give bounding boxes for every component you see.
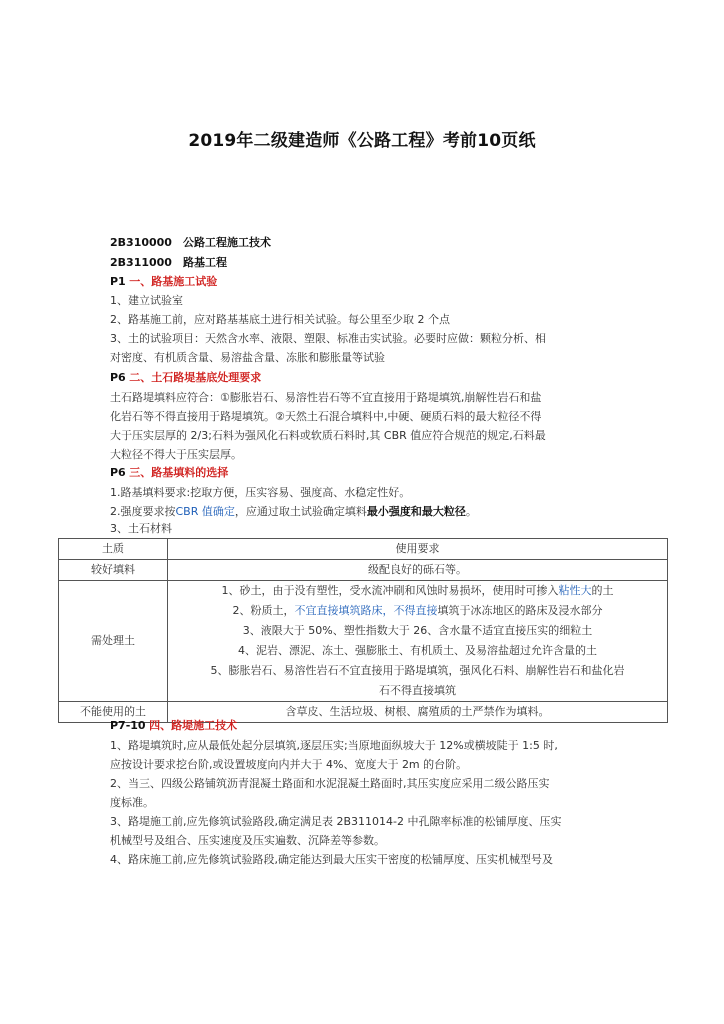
paragraph-line: 应按设计要求挖台阶,或设置坡度向内并大于 4%、宽度大于 2m 的台阶。 [110, 758, 468, 771]
cell-line: 石不得直接填筑 [379, 684, 456, 697]
paragraph-line: 3、土的试验项目：天然含水率、液限、塑限、标准击实试验。必要时应做：颗粒分析、相 [110, 332, 546, 345]
section-title: 二、土石路堤基底处理要求 [129, 371, 262, 384]
bold-text: 最小强度和最大粒径 [366, 505, 466, 518]
paragraph-line: 大于压实层厚的 2/3;石料为强风化石料或软质石料时,其 CBR 值应符合规范的规定,石料最 [110, 429, 546, 442]
text-run: 2、粉质土， [232, 604, 295, 617]
section-code: P7-10 [110, 719, 146, 732]
heading-2B310000: 2B310000 公路工程施工技术 [110, 236, 271, 249]
paragraph-line: 2、当三、四级公路铺筑沥青混凝土路面和水泥混凝土路面时,其压实度应采用二级公路压实 [110, 777, 550, 790]
table-cell: 含草皮、生活垃圾、树根、腐殖质的土严禁作为填料。 [168, 702, 668, 723]
paragraph-line: 大粒径不得大于压实层厚。 [110, 448, 242, 461]
section-title: 四、路堤施工技术 [149, 719, 238, 732]
table-cell: 级配良好的砾石等。 [168, 560, 668, 581]
table-cell: 不能使用的土 [59, 702, 168, 723]
paragraph-line: 机械型号及组合、压实速度及压实遍数、沉降差等参数。 [110, 834, 385, 847]
cell-line: 4、泥岩、漂泥、冻土、强膨胀土、有机质土、及易溶盐超过允许含量的土 [238, 644, 597, 657]
text-run: 。 [465, 505, 477, 518]
paragraph-line [110, 505, 477, 519]
table-cell [168, 581, 668, 702]
paragraph-line: 度标准。 [110, 796, 154, 809]
table-header-row [59, 539, 668, 560]
table-cell: 较好填料 [59, 560, 168, 581]
table-cell: 需处理土 [59, 581, 168, 702]
section-p6-heading [110, 371, 261, 385]
table-header-cell: 土质 [59, 539, 168, 560]
paragraph-line: 1、建立试验室 [110, 294, 183, 307]
section-p1-heading [110, 275, 217, 289]
table-header-cell: 使用要求 [168, 539, 668, 560]
paragraph-line: 对密度、有机质含量、易溶盐含量、冻胀和膨胀量等试验 [110, 351, 385, 364]
paragraph-line: 3、路堤施工前,应先修筑试验路段,确定满足表 2B311014-2 中孔隙率标准的松铺厚度、压实 [110, 815, 562, 828]
paragraph-line: 2、路基施工前，应对路基基底土进行相关试验。每公里至少取 2 个点 [110, 313, 450, 326]
section-p7-heading [110, 719, 237, 733]
paragraph-line: 1、路堤填筑时,应从最低处起分层填筑,逐层压实;当原地面纵坡大于 12%或横坡陡于 1:5 时, [110, 739, 558, 752]
soil-materials-table [58, 538, 668, 723]
highlight-text: 粘性大 [558, 584, 592, 597]
paragraph-line: 3、土石材料 [110, 522, 172, 535]
cell-line [172, 581, 663, 601]
page-title: 2019年二级建造师《公路工程》考前10页纸 [188, 131, 536, 151]
paragraph-line: 土石路堤填料应符合：①膨胀岩石、易溶性岩石等不宜直接用于路堤填筑,崩解性岩石和盐 [110, 391, 542, 404]
paragraph-line: 4、路床施工前,应先修筑试验路段,确定能达到最大压实干密度的松铺厚度、压实机械型号及 [110, 853, 553, 866]
section-title: 三、路基填料的选择 [129, 466, 229, 479]
paragraph-line: 化岩石等不得直接用于路堤填筑。②天然土石混合填料中,中硬、硬质石料的最大粒径不得 [110, 410, 542, 423]
text-run: 2.强度要求按 [110, 505, 176, 518]
text-run: 的土 [591, 584, 614, 597]
cell-line: 3、液限大于 50%、塑性指数大于 26、含水量不适宜直接压实的细粒土 [242, 624, 593, 637]
section-p6-fill-heading [110, 466, 228, 480]
paragraph-line: 1.路基填料要求:挖取方便，压实容易、强度高、水稳定性好。 [110, 486, 411, 499]
section-code: P6 [110, 371, 126, 384]
text-run: 1、砂土，由于没有塑性，受水流冲刷和风蚀时易损坏，使用时可掺入 [221, 584, 559, 597]
heading-2B311000: 2B311000 路基工程 [110, 256, 227, 269]
table-row [59, 581, 668, 702]
highlight-text: CBR 值确定 [175, 505, 235, 518]
section-title: 一、路基施工试验 [129, 275, 218, 288]
text-run: 填筑于冰冻地区的路床及浸水部分 [437, 604, 603, 617]
cell-line [172, 601, 663, 621]
text-run: ，应通过取土试验确定填料 [234, 505, 367, 518]
table-row [59, 560, 668, 581]
section-code: P1 [110, 275, 126, 288]
highlight-text: 不宜直接填筑路床，不得直接 [294, 604, 438, 617]
section-code: P6 [110, 466, 126, 479]
cell-line: 5、膨胀岩石、易溶性岩石不宜直接用于路堤填筑，强风化石料、崩解性岩石和盐化岩 [210, 664, 625, 677]
